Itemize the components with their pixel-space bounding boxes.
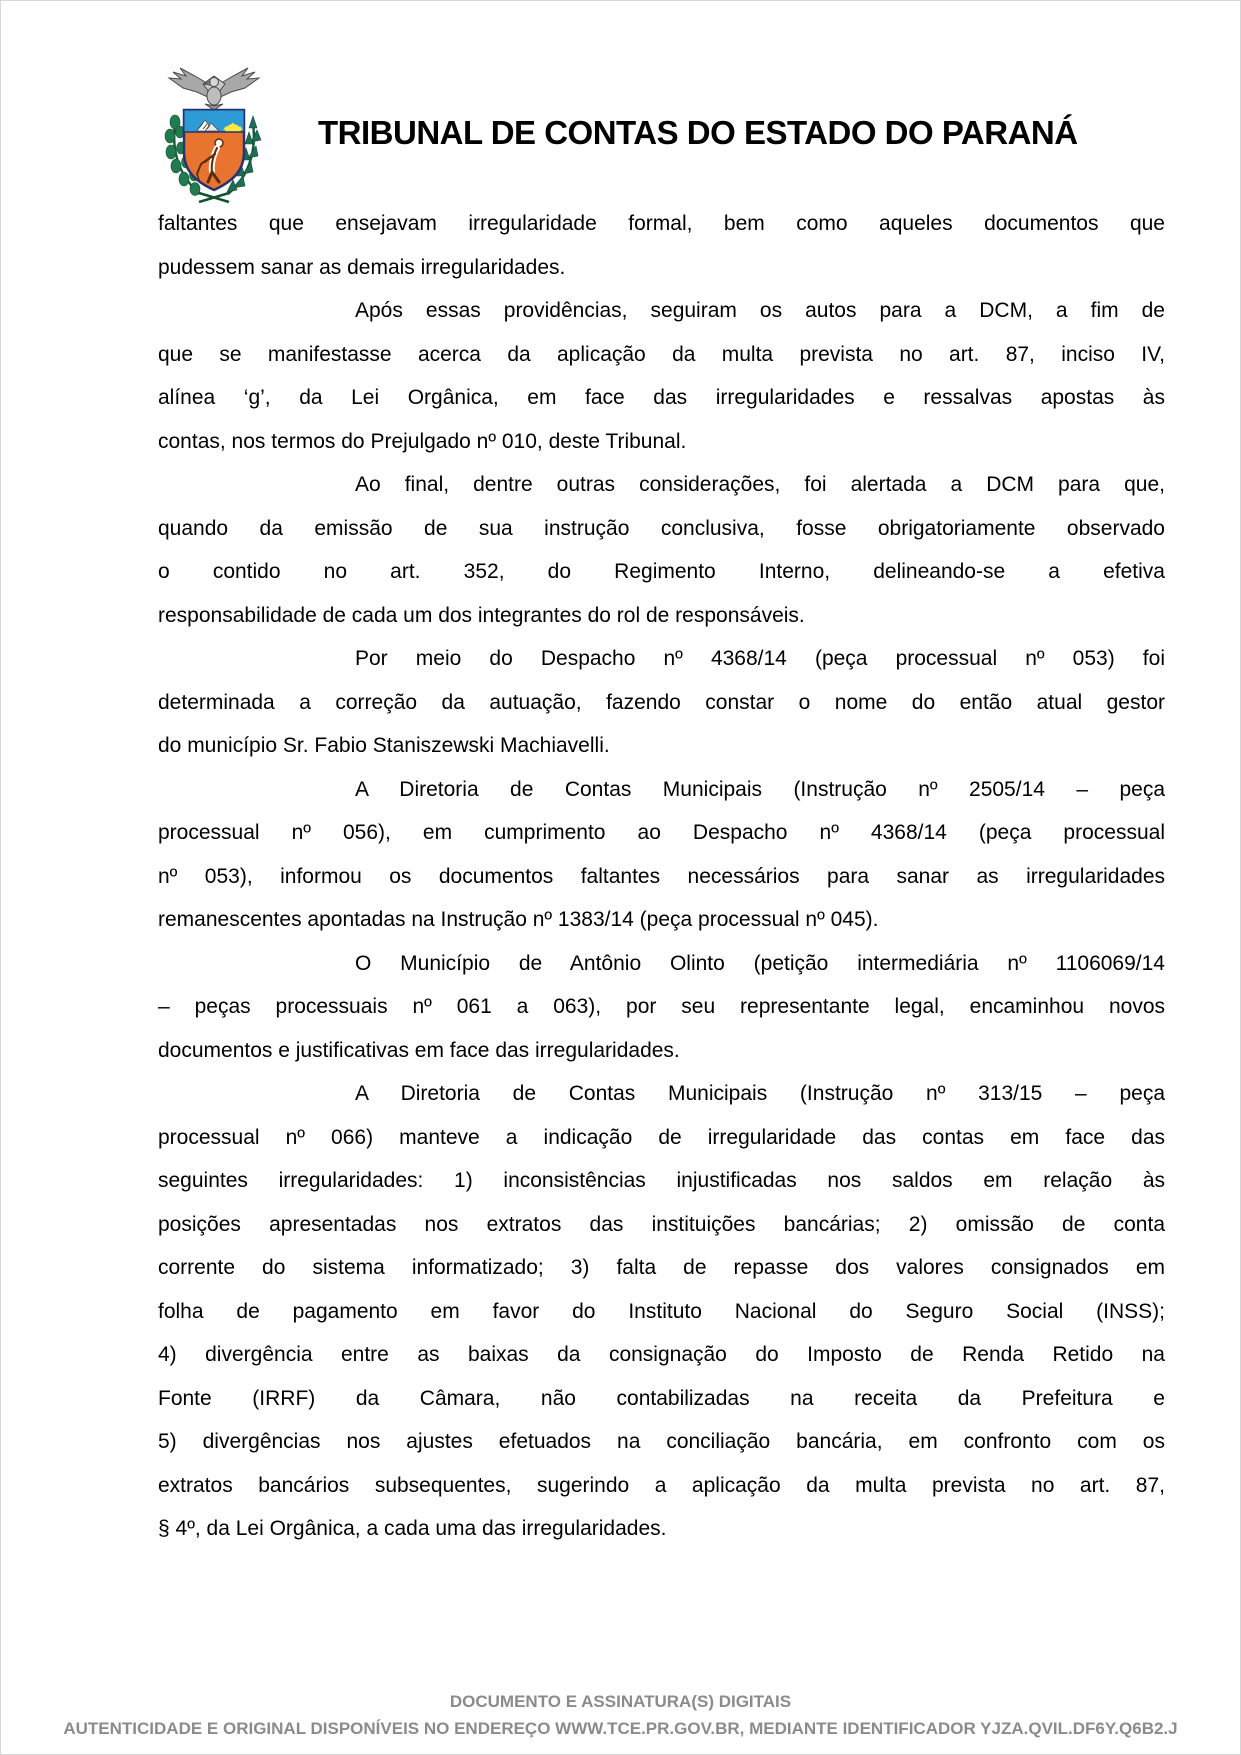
text-line: nº 053), informou os documentos faltantes necessários para sanar as irregularidades <box>158 864 1165 888</box>
text-line: § 4º, da Lei Orgânica, a cada uma das irregularidades. <box>158 1517 667 1540</box>
text-line: faltantes que ensejavam irregularidade formal, bem como aqueles documentos que <box>158 212 1165 235</box>
text-line: processual nº 066) manteve a indicação de irregularidade das contas em face das <box>158 1125 1165 1149</box>
paragraph <box>158 463 1165 637</box>
text-line: processual nº 056), em cumprimento ao Despacho nº 4368/14 (peça processual <box>158 821 1165 844</box>
text-line: Ao final, dentre outras considerações, foi alertada a DCM para que, <box>355 473 1165 496</box>
text-line: determinada a correção da autuação, fazendo constar o nome do então atual gestor <box>158 690 1165 714</box>
text-line: responsabilidade de cada um dos integrantes do rol de responsáveis. <box>158 603 805 627</box>
text-line: O Município de Antônio Olinto (petição intermediária nº 1106069/14 <box>355 951 1165 975</box>
text-line: 5) divergências nos ajustes efetuados na conciliação bancária, em confronto com os <box>158 1430 1165 1453</box>
text-line: contas, nos termos do Prejulgado nº 010, deste Tribunal. <box>158 429 687 453</box>
paragraph <box>158 768 1165 942</box>
text-line: corrente do sistema informatizado; 3) falta de repasse dos valores consignados em <box>158 1256 1165 1279</box>
eagle-icon <box>169 68 259 110</box>
footer-line-2: AUTENTICIDADE E ORIGINAL DISPONÍVEIS NO ENDEREÇO WWW.TCE.PR.GOV.BR, MEDIANTE IDENTIFICADOR YJZA.QVIL.DF6Y.Q6B2.J <box>63 1719 1178 1738</box>
text-line: alínea ‘g’, da Lei Orgânica, em face das irregularidades e ressalvas apostas às <box>158 386 1165 409</box>
text-line: posições apresentadas nos extratos das instituições bancárias; 2) omissão de conta <box>158 1212 1165 1236</box>
text-line: 4) divergência entre as baixas da consignação do Imposto de Renda Retido na <box>158 1343 1165 1366</box>
paragraph <box>158 637 1165 768</box>
text-line: documentos e justificativas em face das irregularidades. <box>158 1038 680 1062</box>
page-title: TRIBUNAL DE CONTAS DO ESTADO DO PARANÁ <box>318 114 1078 151</box>
parana-coat-of-arms-logo <box>153 66 275 206</box>
text-line: que se manifestasse acerca da aplicação da multa prevista no art. 87, inciso IV, <box>158 342 1165 366</box>
paragraph <box>158 202 1165 289</box>
paragraph <box>158 289 1165 463</box>
text-line: A Diretoria de Contas Municipais (Instrução nº 2505/14 – peça <box>355 777 1165 801</box>
document-header <box>0 0 1241 210</box>
text-line: pudessem sanar as demais irregularidades. <box>158 255 566 279</box>
text-line: extratos bancários subsequentes, sugerindo a aplicação da multa prevista no art. 87, <box>158 1473 1165 1497</box>
footer-line-1: DOCUMENTO E ASSINATURA(S) DIGITAIS <box>449 1692 792 1711</box>
text-line: Por meio do Despacho nº 4368/14 (peça processual nº 053) foi <box>355 647 1165 670</box>
document-body <box>158 202 1165 1551</box>
text-line: folha de pagamento em favor do Instituto Nacional do Seguro Social (INSS); <box>158 1299 1165 1323</box>
document-footer <box>0 1688 1241 1742</box>
text-line: seguintes irregularidades: 1) inconsistências injustificadas nos saldos em relação às <box>158 1169 1165 1192</box>
text-line: o contido no art. 352, do Regimento Interno, delineando-se a efetiva <box>158 560 1165 583</box>
text-line: A Diretoria de Contas Municipais (Instrução nº 313/15 – peça <box>355 1082 1165 1105</box>
paragraph <box>158 1072 1165 1551</box>
paragraph <box>158 942 1165 1073</box>
text-line: – peças processuais nº 061 a 063), por seu representante legal, encaminhou novos <box>158 995 1165 1018</box>
text-line: remanescentes apontadas na Instrução nº 1383/14 (peça processual nº 045). <box>158 908 879 931</box>
text-line: Após essas providências, seguiram os autos para a DCM, a fim de <box>355 299 1165 322</box>
crossed-stems-icon <box>199 193 229 202</box>
text-line: quando da emissão de sua instrução conclusiva, fosse obrigatoriamente observado <box>158 516 1165 540</box>
text-line: Fonte (IRRF) da Câmara, não contabilizadas na receita da Prefeitura e <box>158 1386 1165 1410</box>
text-line: do município Sr. Fabio Staniszewski Machiavelli. <box>158 734 610 757</box>
